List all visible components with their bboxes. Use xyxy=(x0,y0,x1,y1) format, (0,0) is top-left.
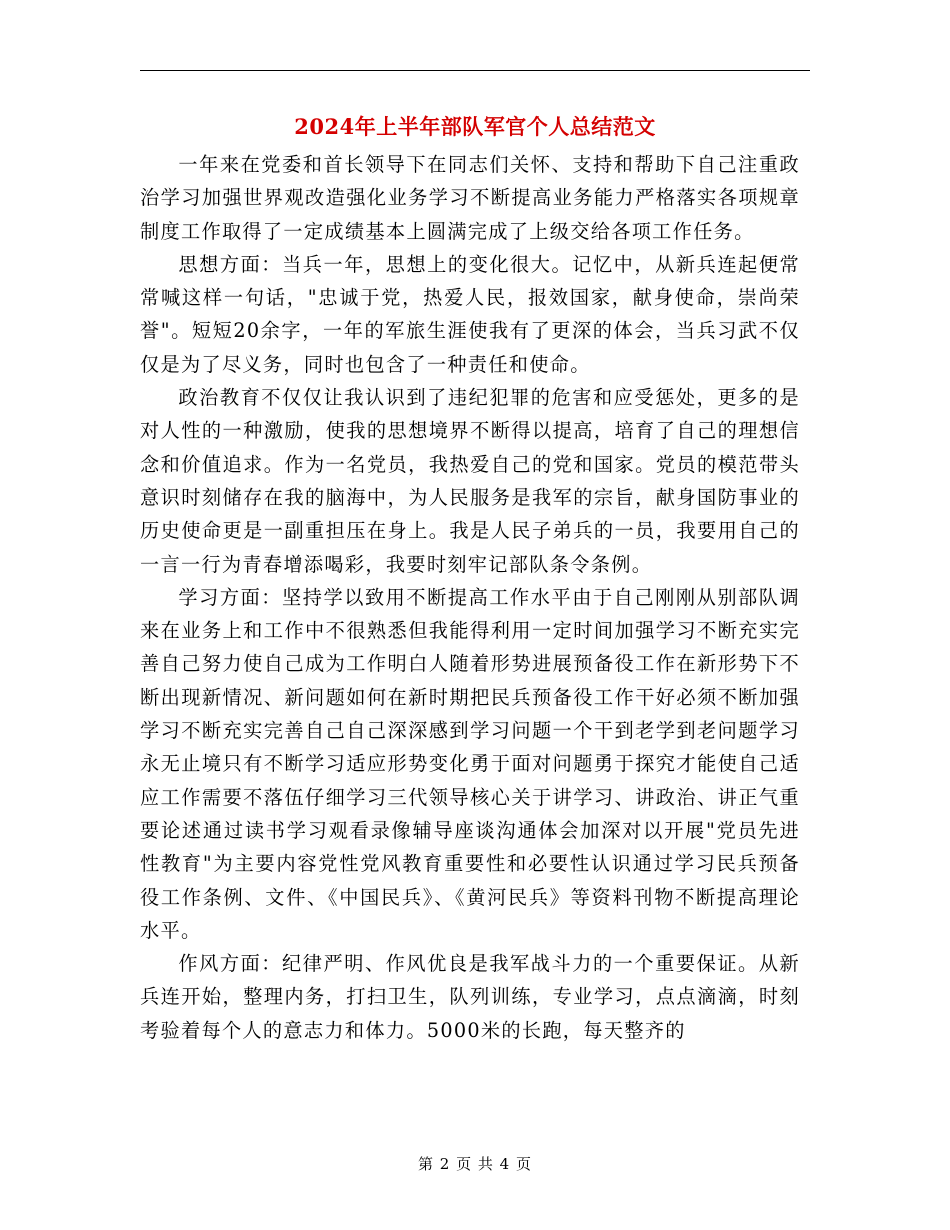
paragraph-ideology: 思想方面：当兵一年，思想上的变化很大。记忆中，从新兵连起便常常喊这样一句话，"忠诚于党，热爱人民，报效国家，献身使命，崇尚荣誉"。短短20余字，一年的军旅生涯使我有了更深的体会，当兵习武不仅仅是为了尽义务，同时也包含了一种责任和使命。 xyxy=(140,252,800,376)
document-body xyxy=(140,148,800,1047)
header-rule xyxy=(140,70,810,71)
paragraph-study: 学习方面：坚持学以致用不断提高工作水平由于自己刚刚从别部队调来在业务上和工作中不很熟悉但我能得利用一定时间加强学习不断充实完善自己努力使自己成为工作明白人随着形势进展预备役工作在新形势下不断出现新情况、新问题如何在新时期把民兵预备役工作干好必须不断加强学习不断充实完善自己自己深深感到学习问题一个干到老学到老问题学习永无止境只有不断学习适应形势变化勇于面对问题勇于探究才能使自己适应工作需要不落伍仔细学习三代领导核心关于讲学习、讲政治、讲正气重要论述通过读书学习观看录像辅导座谈沟通体会加深对以开展"党员先进性教育"为主要内容党性党风教育重要性和必要性认识通过学习民兵预备役工作条例、文件、《中国民兵》、《黄河民兵》等资料刊物不断提高理论水平。 xyxy=(140,585,800,942)
paragraph-political-education: 政治教育不仅仅让我认识到了违纪犯罪的危害和应受惩处，更多的是对人性的一种激励，使我的思想境界不断得以提高，培育了自己的理想信念和价值追求。作为一名党员，我热爱自己的党和国家。党员的模范带头意识时刻储存在我的脑海中，为人民服务是我军的宗旨，献身国防事业的历史使命更是一副重担压在身上。我是人民子弟兵的一员，我要用自己的一言一行为青春增添喝彩，我要时刻牢记部队条令条例。 xyxy=(140,386,800,576)
document-title: 2024年上半年部队军官个人总结范文 xyxy=(294,114,656,139)
paragraph-work-style: 作风方面：纪律严明、作风优良是我军战斗力的一个重要保证。从新兵连开始，整理内务，打扫卫生，队列训练，专业学习，点点滴滴，时刻考验着每个人的意志力和体力。5000米的长跑，每天整齐的 xyxy=(140,952,800,1042)
page-number-footer: 第 2 页 共 4 页 xyxy=(418,1155,532,1173)
paragraph-intro: 一年来在党委和首长领导下在同志们关怀、支持和帮助下自己注重政治学习加强世界观改造强化业务学习不断提高业务能力严格落实各项规章制度工作取得了一定成绩基本上圆满完成了上级交给各项工作任务。 xyxy=(140,153,800,243)
